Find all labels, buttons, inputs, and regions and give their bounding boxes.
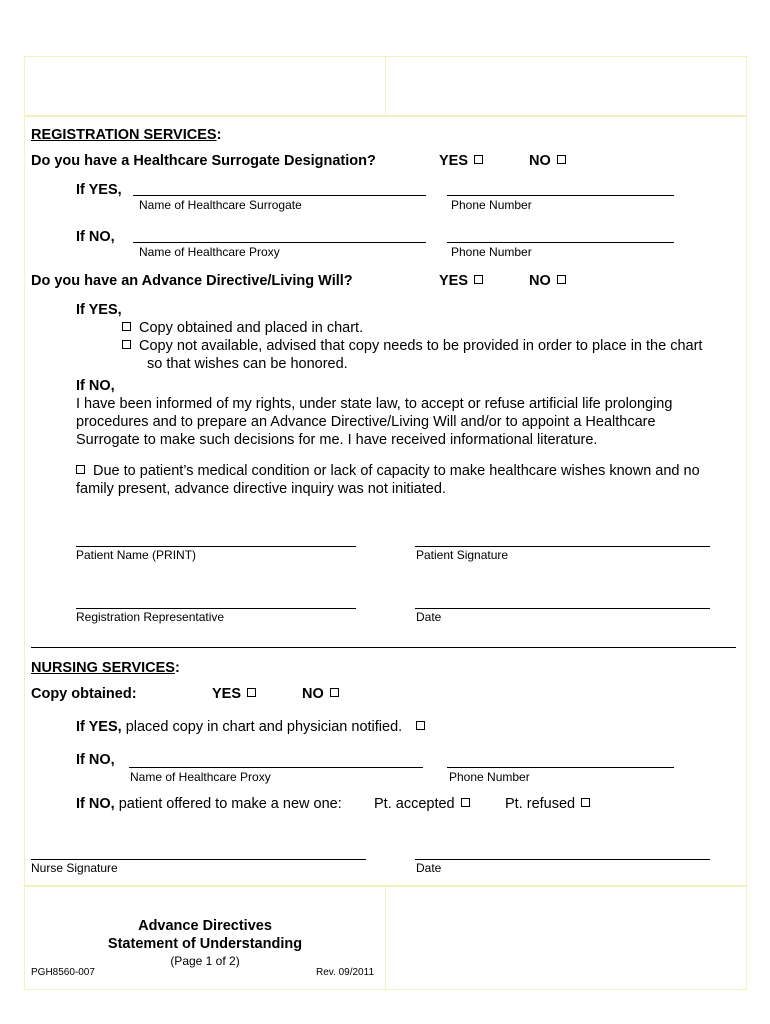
proxy-name-line[interactable]	[133, 242, 426, 243]
surrogate-if-yes: If YES,	[76, 182, 122, 198]
nursing-if-yes-row: If YES, placed copy in chart and physician notified.	[76, 719, 425, 735]
incapacity-option[interactable]: Due to patient’s medical condition or lack of capacity to make healthcare wishes known and no	[76, 463, 700, 479]
footer-box-right	[385, 886, 747, 990]
surrogate-name-caption: Name of Healthcare Surrogate	[139, 198, 302, 212]
proxy-phone-caption: Phone Number	[451, 245, 532, 259]
registration-rep-caption: Registration Representative	[76, 610, 225, 624]
patient-name-line[interactable]	[76, 546, 356, 547]
nurse-date-line[interactable]	[415, 859, 710, 860]
checkbox-icon[interactable]	[474, 275, 483, 284]
nursing-yes-option[interactable]	[212, 686, 256, 702]
pt-refused-option[interactable]: Pt. refused	[505, 796, 590, 812]
header-box-left	[24, 56, 386, 116]
patient-signature-line[interactable]	[415, 546, 710, 547]
surrogate-phone-line[interactable]	[447, 195, 674, 196]
checkbox-icon[interactable]	[461, 798, 470, 807]
registration-rep-line[interactable]	[76, 608, 356, 609]
directive-if-no: If NO,	[76, 378, 115, 394]
proxy-phone-line[interactable]	[447, 242, 674, 243]
no-label: NO	[302, 686, 324, 702]
section-divider	[31, 647, 736, 648]
checkbox-icon[interactable]	[76, 465, 85, 474]
nursing-no-option[interactable]	[302, 686, 339, 702]
incapacity-continued: family present, advance directive inquiry was not initiated.	[76, 481, 446, 497]
copy-not-available-option[interactable]: Copy not available, advised that copy needs to be provided in order to place in the chart	[122, 338, 702, 354]
nursing-if-no: If NO,	[76, 752, 115, 768]
checkbox-icon[interactable]	[122, 340, 131, 349]
pt-accepted-option[interactable]: Pt. accepted	[374, 796, 470, 812]
nursing-proxy-name-line[interactable]	[129, 767, 423, 768]
page-indicator: (Page 1 of 2)	[170, 954, 240, 968]
copy-not-available-continued: so that wishes can be honored.	[147, 356, 348, 372]
patient-signature-caption: Patient Signature	[416, 548, 509, 562]
directive-if-yes: If YES,	[76, 302, 122, 318]
checkbox-icon[interactable]	[247, 688, 256, 697]
directive-no-option[interactable]	[529, 273, 566, 289]
nursing-proxy-phone-line[interactable]	[447, 767, 674, 768]
surrogate-name-line[interactable]	[133, 195, 426, 196]
nurse-date-caption: Date	[416, 861, 442, 875]
nurse-signature-line[interactable]	[31, 859, 366, 860]
copy-obtained-option[interactable]: Copy obtained and placed in chart.	[122, 320, 363, 336]
checkbox-icon[interactable]	[474, 155, 483, 164]
form-number: PGH8560-007	[31, 967, 95, 978]
nursing-heading: NURSING SERVICES:	[31, 660, 180, 676]
directive-question: Do you have an Advance Directive/Living Will?	[31, 273, 353, 289]
surrogate-yes-option[interactable]	[439, 153, 483, 169]
registration-heading: REGISTRATION SERVICES:	[31, 127, 222, 143]
nurse-signature-caption: Nurse Signature	[31, 861, 118, 875]
checkbox-icon[interactable]	[416, 721, 425, 730]
new-directive-offer-row: If NO, patient offered to make a new one:	[76, 796, 342, 812]
yes-label: YES	[439, 153, 469, 169]
form-subtitle: Statement of Understanding	[107, 936, 303, 952]
checkbox-icon[interactable]	[557, 275, 566, 284]
form-title: Advance Directives	[138, 918, 272, 934]
surrogate-if-no: If NO,	[76, 229, 115, 245]
surrogate-question: Do you have a Healthcare Surrogate Designation?	[31, 153, 376, 169]
copy-obtained-label: Copy obtained:	[31, 686, 137, 702]
informed-line-2: procedures and to prepare an Advance Directive/Living Will and/or to appoint a Healthcare	[76, 414, 656, 430]
checkbox-icon[interactable]	[581, 798, 590, 807]
yes-label: YES	[439, 273, 469, 289]
registration-date-caption: Date	[416, 610, 442, 624]
proxy-name-caption: Name of Healthcare Proxy	[139, 245, 280, 259]
yes-label: YES	[212, 686, 242, 702]
no-label: NO	[529, 273, 551, 289]
directive-yes-option[interactable]	[439, 273, 483, 289]
checkbox-icon[interactable]	[122, 322, 131, 331]
informed-line-1: I have been informed of my rights, under state law, to accept or refuse artificial life prolonging	[76, 396, 673, 412]
surrogate-no-option[interactable]	[529, 153, 566, 169]
informed-line-3: Surrogate to make such decisions for me. I have received informational literature.	[76, 432, 598, 448]
patient-name-caption: Patient Name (PRINT)	[76, 548, 197, 562]
nursing-proxy-name-caption: Name of Healthcare Proxy	[130, 770, 271, 784]
header-box-right	[385, 56, 747, 116]
registration-date-line[interactable]	[415, 608, 710, 609]
checkbox-icon[interactable]	[557, 155, 566, 164]
surrogate-phone-caption: Phone Number	[451, 198, 532, 212]
checkbox-icon[interactable]	[330, 688, 339, 697]
no-label: NO	[529, 153, 551, 169]
nursing-proxy-phone-caption: Phone Number	[449, 770, 530, 784]
revision-date: Rev. 09/2011	[316, 967, 375, 978]
